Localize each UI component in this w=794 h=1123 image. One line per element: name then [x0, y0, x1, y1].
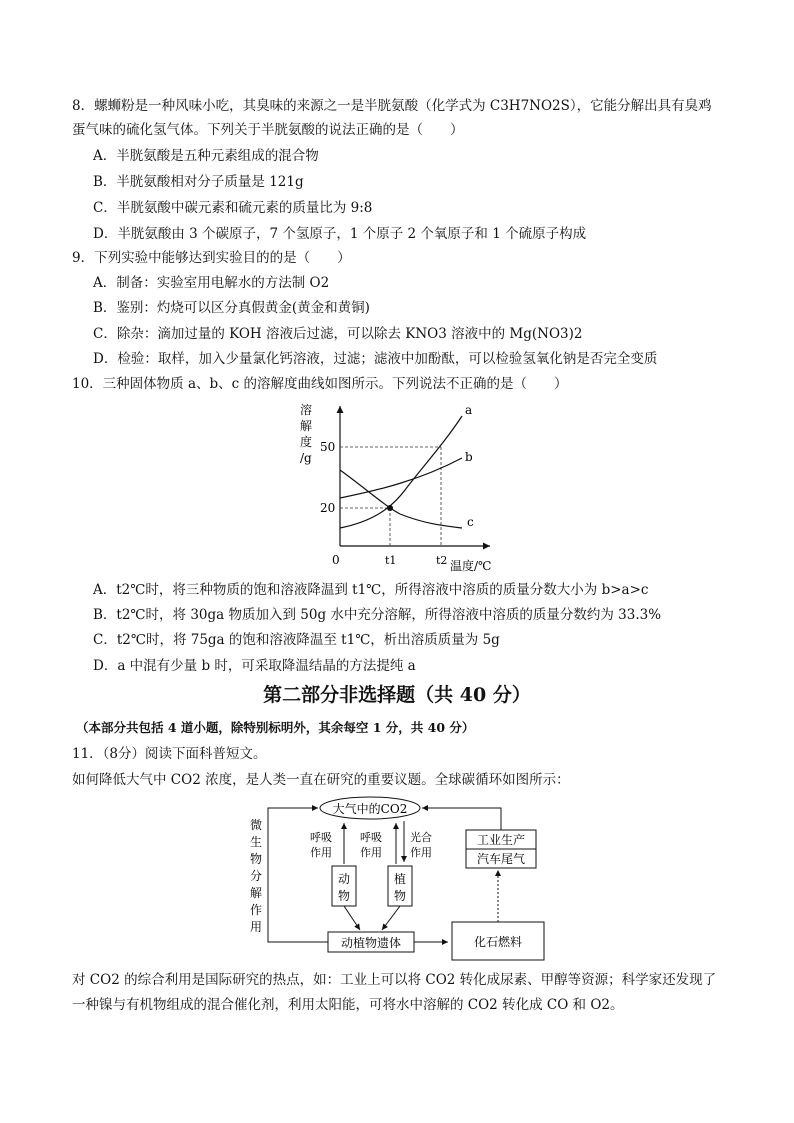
series-label-b: b: [465, 450, 473, 464]
solubility-chart: [290, 398, 505, 578]
series-label-a: a: [465, 403, 473, 417]
resp1-label: 呼吸: [310, 831, 332, 844]
photo-label: 光合: [410, 831, 432, 844]
q9-option-b: B．鉴别：灼烧可以区分真假黄金(黄金和黄铜): [93, 300, 370, 316]
resp2-label: 呼吸: [360, 831, 382, 844]
ylabel-char: 溶: [300, 403, 313, 417]
ylabel-char: 解: [300, 419, 313, 433]
q9-option-d: D．检验：取样，加入少量氯化钙溶液，过滤；滤液中加酚酞，可以检验氢氧化钠是否完全变质: [93, 351, 658, 367]
q8-option-b: B．半胱氨酸相对分子质量是 121g: [93, 174, 304, 190]
q8-option-a: A．半胱氨酸是五种元素组成的混合物: [93, 148, 319, 164]
series-label-c: c: [467, 515, 474, 529]
part2-note: （本部分共包括 4 道小题，除特别标明外，其余每空 1 分，共 40 分）: [76, 720, 475, 735]
q11-paragraph2-line2: 一种镍与有机物组成的混合催化剂，利用太阳能，可将水中溶解的 CO2 转化成 CO 和 O2。: [72, 997, 624, 1013]
curve-c: [340, 470, 462, 528]
plant-label: 植: [393, 872, 407, 886]
industry-to-atmosphere-arrow: [422, 808, 501, 830]
ylabel-char: /g: [300, 451, 312, 465]
q10-stem: 10．三种固体物质 a、b、c 的溶解度曲线如图所示。下列说法不正确的是（ ）: [72, 376, 568, 392]
xtick-t2: t2: [436, 554, 448, 567]
ylabel-char: 度: [300, 435, 313, 449]
microbe-char: 微: [250, 818, 263, 832]
microbe-char: 解: [250, 886, 263, 900]
xtick-t1: t1: [385, 554, 397, 567]
microbe-char: 作: [250, 903, 263, 917]
microbe-char: 分: [250, 869, 263, 883]
resp1-label: 作用: [310, 846, 332, 859]
curve-a: [340, 416, 462, 528]
q10-option-d: D．a 中混有少量 b 时，可采取降温结晶的方法提纯 a: [93, 658, 416, 674]
q11-stem: 11．（8分）阅读下面科普短文。: [72, 746, 267, 762]
carbon-cycle-diagram: [240, 794, 560, 964]
animal-label: 物: [337, 889, 351, 903]
q10-option-a: A．t2℃时，将三种物质的饱和溶液降温到 t1℃，所得溶液中溶质的质量分数大小为 b>a>c: [93, 582, 649, 598]
microbe-char: 用: [250, 920, 263, 934]
plant-to-remains-arrow: [382, 906, 400, 930]
q10-option-c: C．t2℃时，将 75ga 的饱和溶液降温至 t1℃，析出溶质质量为 5g: [93, 632, 500, 648]
animal-to-remains-arrow: [344, 906, 360, 930]
atmosphere-label: 大气中的CO2: [332, 802, 408, 816]
decomposition-arrow: [268, 808, 328, 942]
intersection-point: [387, 505, 393, 511]
exhaust-label: 汽车尾气: [476, 852, 526, 866]
part2-title: 第二部分非选择题（共 40 分）: [263, 684, 531, 706]
curve-b: [340, 458, 462, 498]
q9-option-a: A．制备：实验室用电解水的方法制 O2: [93, 275, 330, 291]
q11-paragraph2-line1: 对 CO2 的综合利用是国际研究的热点，如：工业上可以将 CO2 转化成尿素、甲醇等资源；科学家还发现了: [72, 972, 717, 988]
q8-stem-line1: 8．螺蛳粉是一种风味小吃，其臭味的来源之一是半胱氨酸（化学式为 C3H7NO2S），它能分解出具有臭鸡: [72, 98, 712, 114]
microbe-char: 物: [250, 852, 263, 866]
plant-label: 物: [393, 889, 407, 903]
ytick-20: 20: [320, 501, 336, 515]
photo-label: 作用: [410, 846, 432, 859]
resp2-label: 作用: [360, 846, 382, 859]
q8-stem-line2: 蛋气味的硫化氢气体。下列关于半胱氨酸的说法正确的是（ ）: [72, 122, 464, 138]
animal-label: 动: [337, 872, 351, 886]
fossil-label: 化石燃料: [473, 935, 523, 949]
q9-stem: 9．下列实验中能够达到实验目的的是（ ）: [72, 250, 351, 266]
q8-option-d: D．半胱氨酸由 3 个碳原子，7 个氢原子，1 个原子 2 个氧原子和 1 个硫原子构成: [93, 226, 587, 242]
q8-option-c: C．半胱氨酸中碳元素和硫元素的质量比为 9:8: [93, 200, 373, 216]
origin-label: 0: [332, 553, 340, 567]
remains-label: 动植物遗体: [340, 936, 402, 950]
industry-label: 工业生产: [476, 833, 526, 847]
q10-option-b: B．t2℃时，将 30ga 物质加入到 50g 水中充分溶解，所得溶液中溶质的质量分数约为 33.3%: [93, 607, 662, 623]
q9-option-c: C．除杂：滴加过量的 KOH 溶液后过滤，可以除去 KNO3 溶液中的 Mg(NO3)2: [93, 326, 583, 342]
q11-paragraph1: 如何降低大气中 CO2 浓度，是人类一直在研究的重要议题。全球碳循环如图所示：: [72, 772, 570, 788]
microbe-char: 生: [250, 835, 263, 849]
xlabel: 温度/℃: [450, 559, 492, 573]
ytick-50: 50: [320, 440, 336, 454]
